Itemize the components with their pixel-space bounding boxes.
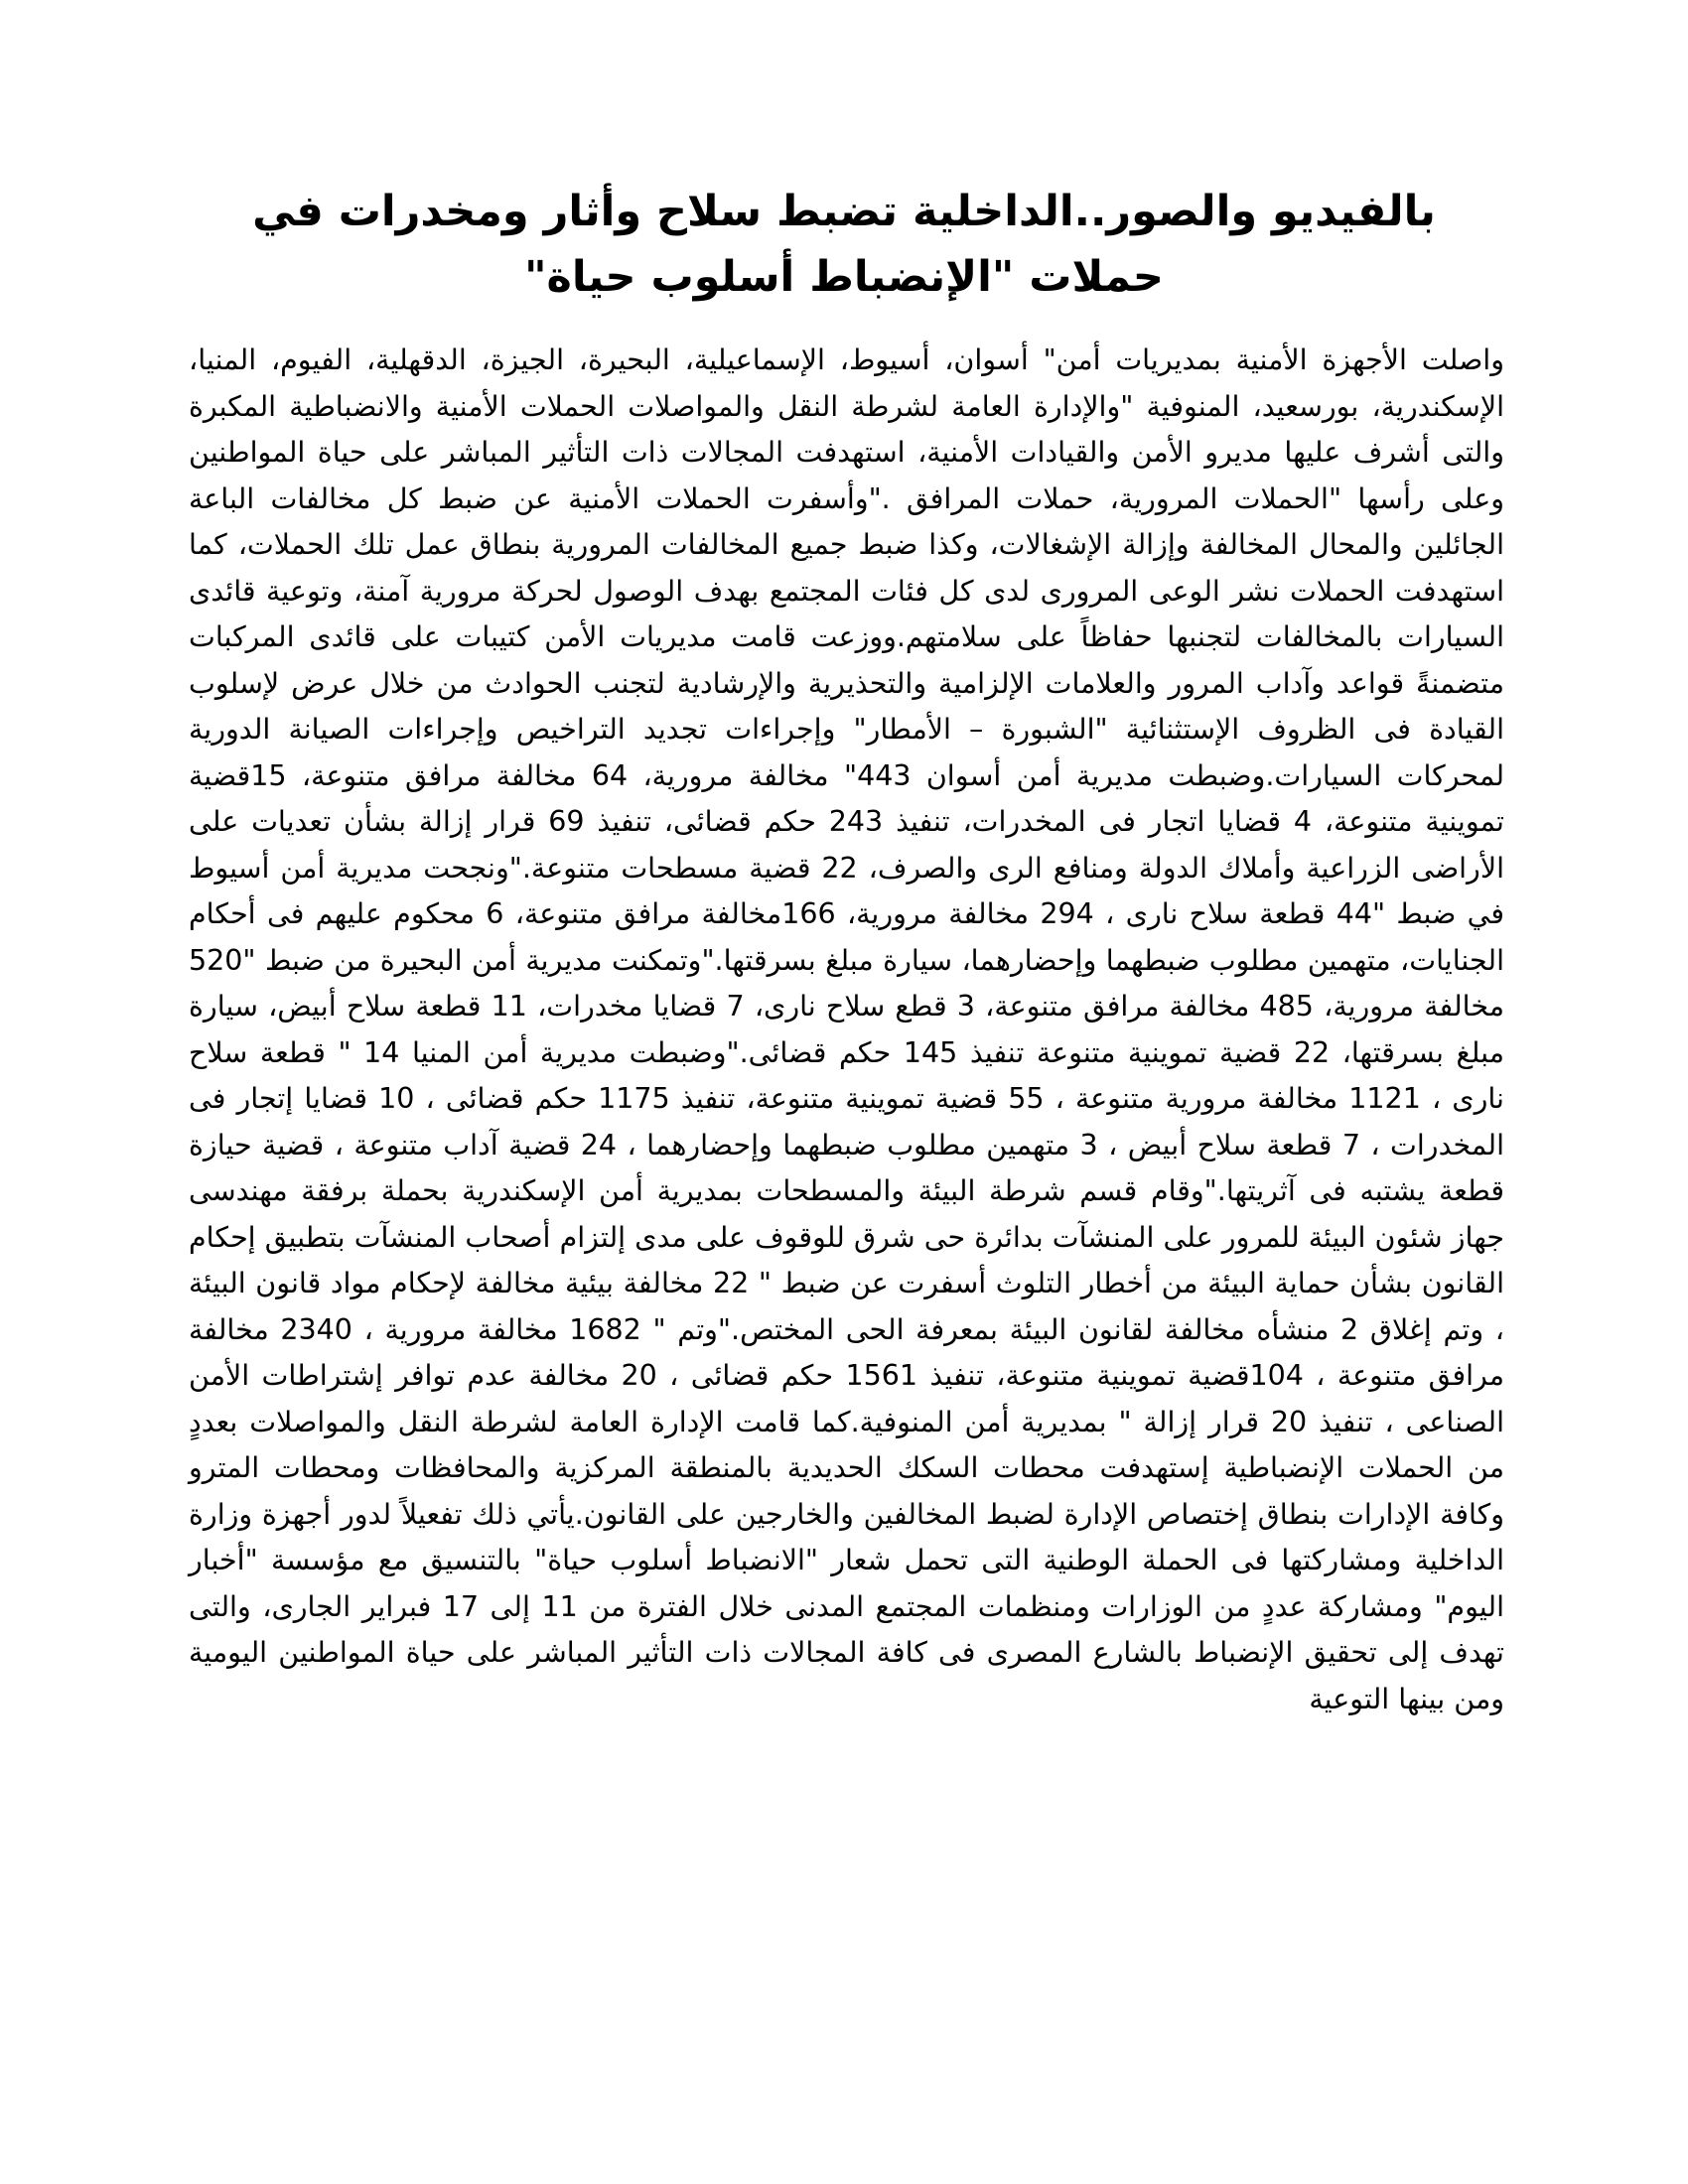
article-body: واصلت الأجهزة الأمنية بمديريات أمن" أسوان، أسيوط، الإسماعيلية، البحيرة، الجيزة، الدقهلية، الفيوم، المنيا، الإسكندرية، بورسعيد، المنوفية "والإدارة العامة لشرطة النقل والمواصلات الحملات الأمنية والانضباطية المكبرة والتى أشرف عليها مديرو الأمن والقيادات الأمنية، استهدفت المجالات ذات التأثير المباشر على حياة المواطنين وعلى رأسها "الحملات المرورية، حملات المرافق ."وأسفرت الحملات الأمنية عن ضبط كل مخالفات الباعة الجائلين والمحال المخالفة وإزالة الإشغالات، وكذا ضبط جميع المخالفات المرورية بنطاق عمل تلك الحملات، كما استهدفت الحملات نشر الوعى المرورى لدى كل فئات المجتمع بهدف الوصول لحركة مرورية آمنة، وتوعية قائدى السيارات بالمخالفات لتجنبها حفاظاً على سلامتهم.ووزعت قامت مديريات الأمن كتيبات على قائدى المركبات متضمنةً قواعد وآداب المرور والعلامات الإلزامية والتحذيرية والإرشادية لتجنب الحوادث من خلال عرض لإسلوب القيادة فى الظروف الإستثنائية "الشبورة – الأمطار" وإجراءات تجديد التراخيص وإجراءات الصيانة الدورية لمحركات السيارات.وضبطت مديرية أمن أسوان 443" مخالفة مرورية، 64 مخالفة مرافق متنوعة، 15قضية تموينية متنوعة، 4 قضايا اتجار فى المخدرات، تنفيذ 243 حكم قضائى، تنفيذ 69 قرار إزالة بشأن تعديات على الأراضى الزراعية وأملاك الدولة ومنافع الرى والصرف، 22 قضية مسطحات متنوعة."ونجحت مديرية أمن أسيوط في ضبط "44 قطعة سلاح نارى ، 294 مخالفة مرورية، 166مخالفة مرافق متنوعة، 6 محكوم عليهم فى أحكام الجنايات، متهمين مطلوب ضبطهما وإحضارهما، سيارة مبلغ بسرقتها."وتمكنت مديرية أمن البحيرة من ضبط "520 مخالفة مرورية، 485 مخالفة مرافق متنوعة، 3 قطع سلاح نارى، 7 قضايا مخدرات، 11 قطعة سلاح أبيض، سيارة مبلغ بسرقتها، 22 قضية تموينية متنوعة تنفيذ 145 حكم قضائى."وضبطت مديرية أمن المنيا 14 " قطعة سلاح نارى ، 1121 مخالفة مرورية متنوعة ، 55 قضية تموينية متنوعة، تنفيذ 1175 حكم قضائى ، 10 قضايا إتجار فى المخدرات ، 7 قطعة سلاح أبيض ، 3 متهمين مطلوب ضبطهما وإحضارهما ، 24 قضية آداب متنوعة ، قضية حيازة قطعة يشتبه فى آثريتها."وقام قسم شرطة البيئة والمسطحات بمديرية أمن الإسكندرية بحملة برفقة مهندسى جهاز شئون البيئة للمرور على المنشآت بدائرة حى شرق للوقوف على مدى إلتزام أصحاب المنشآت بتطبيق إحكام القانون بشأن حماية البيئة من أخطار التلوث أسفرت عن ضبط " 22 مخالفة بيئية مخالفة لإحكام مواد قانون البيئة ، وتم إغلاق 2 منشأه مخالفة لقانون البيئة بمعرفة الحى المختص."وتم " 1682 مخالفة مرورية ، 2340 مخالفة مرافق متنوعة ، 104قضية تموينية متنوعة، تنفيذ 1561 حكم قضائى ، 20 مخالفة عدم توافر إشتراطات الأمن الصناعى ، تنفيذ 20 قرار إزالة " بمديرية أمن المنوفية.كما قامت الإدارة العامة لشرطة النقل والمواصلات بعددٍ من الحملات الإنضباطية إستهدفت محطات السكك الحديدية بالمنطقة المركزية والمحافظات ومحطات المترو وكافة الإدارات بنطاق إختصاص الإدارة لضبط المخالفين والخارجين على القانون.يأتي ذلك تفعيلاً لدور أجهزة وزارة الداخلية ومشاركتها فى الحملة الوطنية التى تحمل شعار "الانضباط أسلوب حياة" بالتنسيق مع مؤسسة "أخبار اليوم" ومشاركة عددٍ من الوزارات ومنظمات المجتمع المدنى خلال الفترة من 11 إلى 17 فبراير الجارى، والتى تهدف إلى تحقيق الإنضباط بالشارع المصرى فى كافة المجالات ذات التأثير المباشر على حياة المواطنين اليومية ومن بينها التوعية — [189, 343, 1505, 1715]
article-title: بالفيديو والصور..الداخلية تضبط سلاح وأثار ومخدرات في حملات "الإنضباط أسلوب حياة" — [252, 187, 1436, 302]
